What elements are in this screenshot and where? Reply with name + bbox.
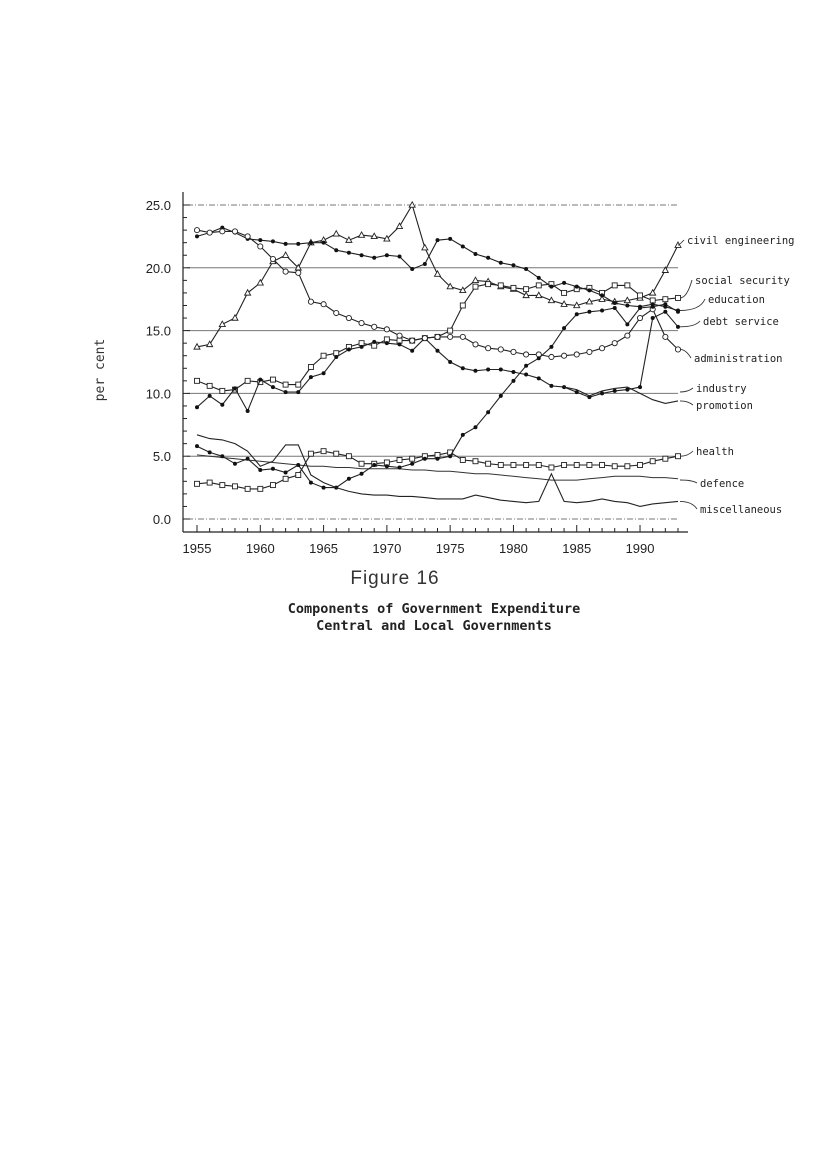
education-point	[473, 252, 477, 256]
y-axis-label: per cent	[93, 338, 108, 402]
administration-point	[435, 334, 440, 339]
administration-point	[258, 244, 263, 249]
defence-point	[537, 356, 541, 360]
health-point	[511, 462, 516, 467]
debt-service-point	[322, 371, 326, 375]
education-point	[385, 253, 389, 257]
administration-point	[625, 333, 630, 338]
health-point	[498, 462, 503, 467]
health-series	[195, 449, 681, 492]
health-point	[232, 484, 237, 489]
education-point	[322, 241, 326, 245]
defence-point	[410, 462, 414, 466]
defence-point	[651, 305, 655, 309]
health-point	[562, 462, 567, 467]
social-security-point	[612, 283, 617, 288]
education-point	[258, 238, 262, 242]
social-security-point	[270, 377, 275, 382]
defence-point	[613, 306, 617, 310]
defence-point	[195, 444, 199, 448]
social-security-point	[384, 337, 389, 342]
administration-point	[511, 349, 516, 354]
education-point	[562, 281, 566, 285]
civil-engineering-point	[359, 232, 365, 237]
x-tick-label: 1990	[625, 541, 655, 556]
debt-service-point	[651, 316, 655, 320]
debt-service-point	[220, 403, 224, 407]
x-tick-label: 1960	[245, 541, 275, 556]
health-label: health	[696, 446, 734, 458]
health-point	[486, 461, 491, 466]
social-security-point	[676, 295, 681, 300]
debt-service-point	[461, 366, 465, 370]
health-point	[270, 483, 275, 488]
defence-point	[233, 462, 237, 466]
civil-engineering-leader-line	[678, 240, 684, 245]
series-layer	[194, 202, 681, 507]
promotion-label: promotion	[696, 400, 753, 412]
industry-promotion-line	[564, 387, 678, 403]
education-point	[549, 285, 553, 289]
social-security-point	[448, 328, 453, 333]
administration-point	[410, 338, 415, 343]
debt-service-leader-line	[680, 321, 700, 327]
industry-promotion-series	[564, 387, 678, 403]
administration-point	[473, 342, 478, 347]
y-tick-label: 5.0	[152, 449, 171, 465]
civil-engineering-point	[283, 252, 289, 257]
education-point	[499, 261, 503, 265]
civil-engineering-point	[675, 242, 681, 247]
defence-point	[258, 468, 262, 472]
education-point	[600, 293, 604, 297]
administration-point	[321, 302, 326, 307]
education-point	[271, 239, 275, 243]
defence-point	[600, 309, 604, 313]
administration-point	[448, 334, 453, 339]
health-point	[663, 456, 668, 461]
debt-service-point	[398, 342, 402, 346]
social-security-point	[536, 283, 541, 288]
y-tick-label: 25.0	[145, 198, 171, 213]
health-point	[650, 459, 655, 464]
debt-service-point	[524, 373, 528, 377]
x-tick-label: 1975	[435, 541, 465, 556]
civil-engineering-point	[435, 271, 441, 276]
administration-point	[561, 353, 566, 358]
administration-point	[460, 334, 465, 339]
defence-label: defence	[700, 478, 745, 490]
administration-point	[346, 315, 351, 320]
education-point	[436, 238, 440, 242]
debt-service-point	[208, 394, 212, 398]
defence-point	[208, 450, 212, 454]
defence-point	[549, 345, 553, 349]
administration-point	[207, 230, 212, 235]
administration-point	[549, 354, 554, 359]
education-point	[360, 253, 364, 257]
debt-service-point	[549, 384, 553, 388]
social-security-point	[663, 297, 668, 302]
debt-service-point	[360, 345, 364, 349]
defence-point	[575, 312, 579, 316]
administration-point	[283, 269, 288, 274]
administration-point	[359, 320, 364, 325]
series-label-layer	[678, 235, 794, 516]
social-security-point	[397, 338, 402, 343]
social-security-label: social security	[695, 275, 790, 287]
defence-point	[436, 457, 440, 461]
administration-point	[612, 341, 617, 346]
social-security-point	[460, 303, 465, 308]
social-security-point	[498, 283, 503, 288]
debt-service-point	[233, 386, 237, 390]
defence-point	[562, 326, 566, 330]
debt-service-point	[347, 347, 351, 351]
figure-number: Figure 16	[350, 568, 440, 589]
defence-point	[448, 454, 452, 458]
health-point	[625, 464, 630, 469]
miscellaneous-label: miscellaneous	[700, 504, 783, 516]
administration-point	[397, 333, 402, 338]
education-leader-line	[680, 299, 705, 311]
debt-service-point	[663, 310, 667, 314]
education-point	[587, 288, 591, 292]
defence-point	[385, 464, 389, 468]
health-point	[574, 462, 579, 467]
health-point	[283, 476, 288, 481]
debt-service-point	[486, 368, 490, 372]
administration-point	[384, 327, 389, 332]
industry-label: industry	[696, 383, 747, 395]
x-tick-label: 1980	[498, 541, 528, 556]
debt-service-point	[271, 385, 275, 389]
x-tick-label: 1970	[372, 541, 402, 556]
debt-service-point	[334, 355, 338, 359]
defence-point	[372, 463, 376, 467]
debt-service-point	[258, 378, 262, 382]
education-point	[613, 301, 617, 305]
civil-engineering-point	[257, 280, 263, 285]
education-point	[461, 244, 465, 248]
administration-point	[422, 336, 427, 341]
social-security-point	[321, 353, 326, 358]
debt-service-point	[246, 409, 250, 413]
debt-service-point	[372, 340, 376, 344]
health-point	[207, 480, 212, 485]
defence-point	[220, 454, 224, 458]
miscellaneous-line	[197, 435, 678, 507]
social-security-point	[562, 290, 567, 295]
defence-point	[271, 467, 275, 471]
social-security-leader-line	[680, 280, 692, 298]
education-point	[448, 237, 452, 241]
education-label: education	[708, 294, 765, 306]
civil-engineering-point	[650, 290, 656, 295]
administration-point	[334, 310, 339, 315]
defence-point	[663, 302, 667, 306]
debt-service-point	[385, 341, 389, 345]
civil-engineering-label: civil engineering	[687, 235, 795, 247]
health-point	[258, 486, 263, 491]
social-security-point	[638, 293, 643, 298]
health-point	[410, 456, 415, 461]
education-point	[195, 234, 199, 238]
defence-point	[473, 425, 477, 429]
health-point	[587, 462, 592, 467]
debt-service-point	[309, 375, 313, 379]
debt-service-point	[499, 368, 503, 372]
defence-point	[347, 477, 351, 481]
social-security-point	[283, 382, 288, 387]
defence-point	[322, 486, 326, 490]
social-security-point	[296, 382, 301, 387]
civil-engineering-point	[397, 223, 403, 228]
social-security-point	[650, 298, 655, 303]
debt-service-line	[197, 312, 678, 411]
social-security-point	[207, 383, 212, 388]
defence-point	[246, 457, 250, 461]
x-tick-label: 1985	[562, 541, 592, 556]
figure-caption-line1: Components of Government Expenditure	[287, 601, 581, 617]
civil-engineering-series	[194, 202, 681, 349]
defence-point	[499, 394, 503, 398]
defence-point	[676, 310, 680, 314]
debt-service-point	[613, 389, 617, 393]
defence-point	[625, 322, 629, 326]
administration-point	[308, 299, 313, 304]
social-security-point	[372, 343, 377, 348]
debt-service-point	[195, 405, 199, 409]
debt-service-point	[410, 349, 414, 353]
administration-point	[498, 347, 503, 352]
health-point	[676, 454, 681, 459]
defence-point	[638, 306, 642, 310]
education-series	[195, 226, 680, 313]
health-point	[296, 473, 301, 478]
debt-service-point	[511, 370, 515, 374]
debt-service-series	[195, 310, 680, 413]
health-point	[384, 460, 389, 465]
social-security-point	[473, 284, 478, 289]
education-point	[372, 256, 376, 260]
health-point	[549, 465, 554, 470]
administration-point	[486, 346, 491, 351]
health-point	[612, 464, 617, 469]
education-point	[334, 248, 338, 252]
defence-point	[486, 410, 490, 414]
health-point	[359, 461, 364, 466]
health-point	[460, 457, 465, 462]
x-tick-label: 1955	[182, 541, 212, 556]
debt-service-point	[473, 369, 477, 373]
social-security-point	[245, 378, 250, 383]
administration-point	[637, 315, 642, 320]
debt-service-point	[296, 390, 300, 394]
civil-engineering-point	[232, 315, 238, 320]
miscellaneous-series	[197, 435, 678, 507]
defence-point	[360, 472, 364, 476]
administration-point	[524, 352, 529, 357]
health-leader-line	[680, 451, 693, 456]
administration-point	[296, 270, 301, 275]
debt-service-point	[676, 325, 680, 329]
social-security-point	[486, 282, 491, 287]
education-point	[575, 285, 579, 289]
social-security-point	[195, 378, 200, 383]
administration-point	[245, 234, 250, 239]
education-point	[309, 241, 313, 245]
industry-leader-line	[680, 388, 693, 392]
health-point	[536, 462, 541, 467]
health-point	[435, 452, 440, 457]
administration-point	[574, 352, 579, 357]
administration-point	[675, 347, 680, 352]
defence-point	[284, 471, 288, 475]
y-tick-label: 10.0	[145, 386, 171, 402]
education-point	[410, 267, 414, 271]
health-point	[334, 451, 339, 456]
defence-point	[398, 466, 402, 470]
administration-leader-line	[680, 349, 691, 358]
social-security-point	[524, 287, 529, 292]
social-security-point	[308, 365, 313, 370]
health-point	[195, 481, 200, 486]
administration-point	[599, 346, 604, 351]
debt-service-point	[436, 349, 440, 353]
health-point	[245, 486, 250, 491]
education-point	[511, 263, 515, 267]
education-point	[537, 276, 541, 280]
health-point	[346, 454, 351, 459]
health-point	[473, 459, 478, 464]
social-security-point	[625, 283, 630, 288]
social-security-point	[511, 285, 516, 290]
civil-engineering-point	[472, 277, 478, 282]
defence-point	[296, 463, 300, 467]
health-point	[600, 462, 605, 467]
defence-point	[524, 364, 528, 368]
civil-engineering-point	[422, 245, 428, 250]
administration-point	[220, 229, 225, 234]
defence-point	[309, 481, 313, 485]
debt-service-label: debt service	[703, 316, 779, 328]
education-point	[625, 303, 629, 307]
y-tick-label: 20.0	[145, 260, 171, 276]
promotion-leader-line	[680, 401, 693, 405]
social-security-point	[220, 388, 225, 393]
administration-point	[270, 256, 275, 261]
health-point	[321, 449, 326, 454]
social-security-point	[334, 351, 339, 356]
axes-layer	[146, 192, 688, 556]
y-tick-label: 15.0	[145, 323, 171, 339]
debt-service-point	[638, 385, 642, 389]
administration-point	[372, 324, 377, 329]
education-point	[423, 262, 427, 266]
administration-point	[663, 334, 668, 339]
defence-leader-line	[680, 480, 697, 483]
administration-point	[232, 229, 237, 234]
defence-point	[423, 457, 427, 461]
education-point	[486, 256, 490, 260]
figure-caption-line2: Central and Local Governments	[316, 618, 552, 634]
health-point	[524, 462, 529, 467]
health-point	[397, 457, 402, 462]
health-point	[638, 462, 643, 467]
social-security-point	[359, 341, 364, 346]
defence-point	[587, 310, 591, 314]
health-point	[220, 483, 225, 488]
civil-engineering-point	[333, 231, 339, 236]
education-point	[296, 242, 300, 246]
debt-service-point	[537, 376, 541, 380]
defence-point	[461, 433, 465, 437]
health-point	[308, 451, 313, 456]
administration-label: administration	[694, 353, 783, 365]
administration-point	[587, 349, 592, 354]
y-tick-label: 0.0	[152, 512, 171, 527]
administration-series	[194, 228, 680, 360]
defence-point	[511, 379, 515, 383]
debt-service-point	[284, 390, 288, 394]
education-point	[347, 251, 351, 255]
debt-service-point	[448, 360, 452, 364]
education-point	[284, 242, 288, 246]
education-point	[398, 254, 402, 258]
education-point	[524, 267, 528, 271]
x-tick-label: 1965	[309, 541, 339, 556]
miscellaneous-leader-line	[680, 501, 697, 509]
administration-point	[194, 228, 199, 233]
